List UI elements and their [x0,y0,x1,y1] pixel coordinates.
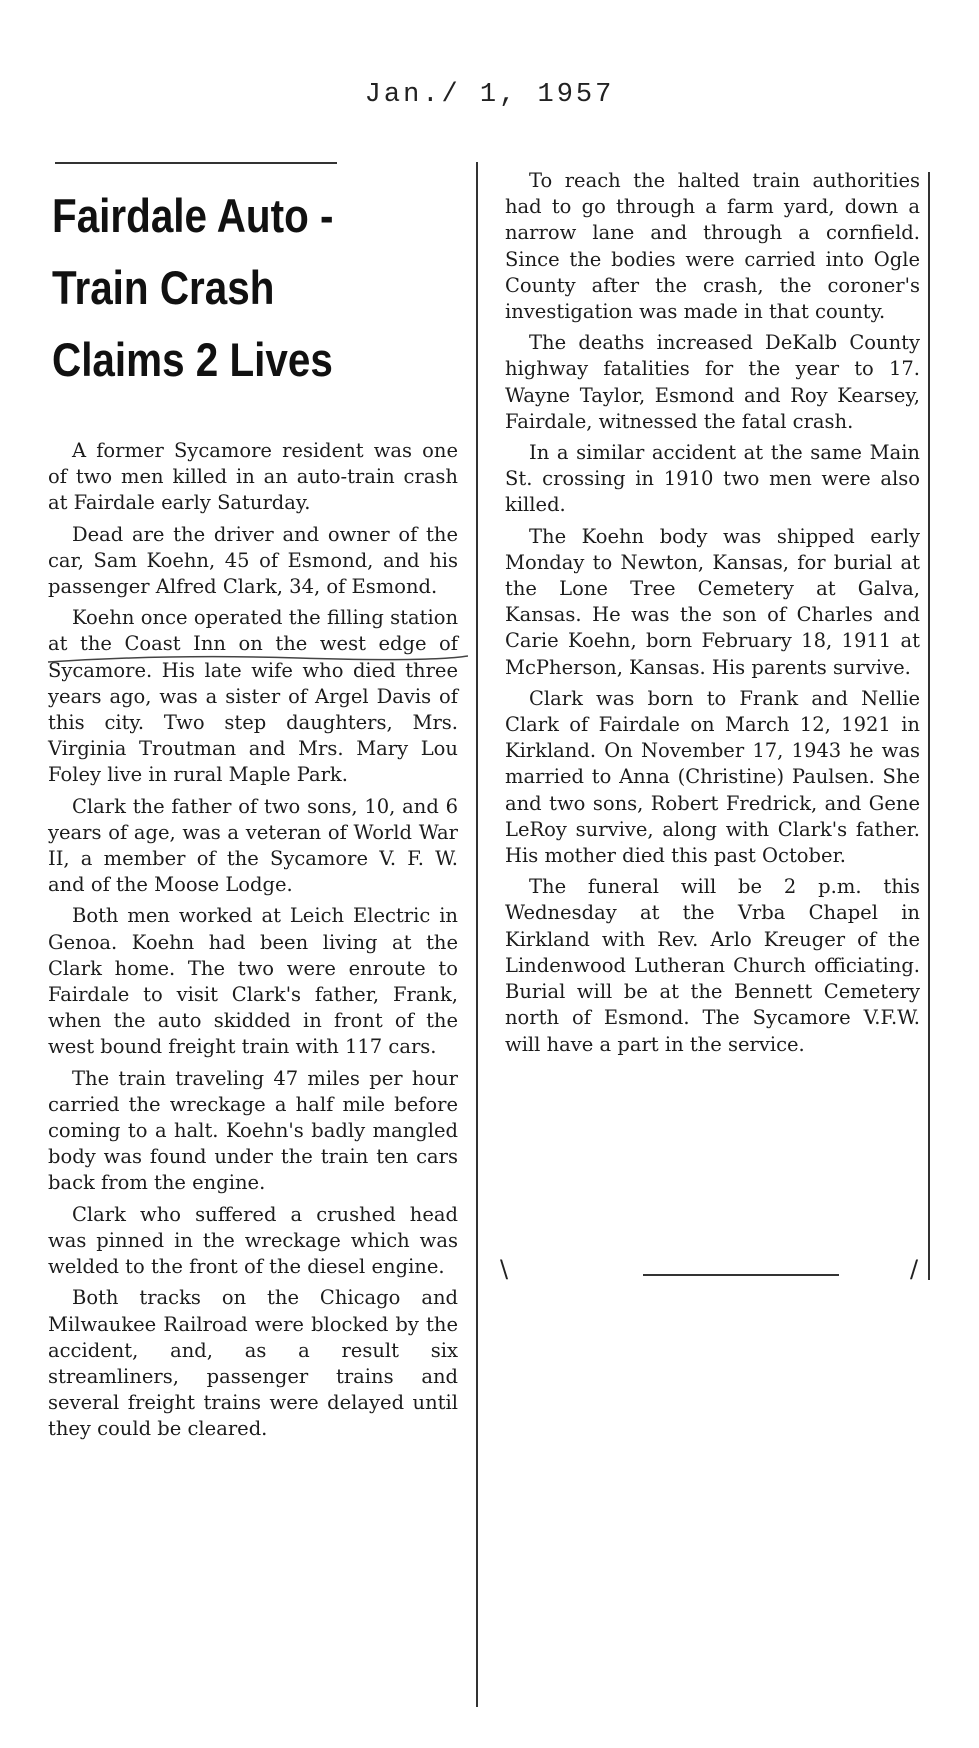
article-column-1 [48,438,458,1448]
headline-line-3: Claims 2 Lives [52,333,333,386]
end-mark-right: / [910,1255,919,1283]
paragraph: The deaths increased DeKalb County highway fatalities for the year to 17. Wayne Taylor, Esmond and Roy Kearsey, Fairdale, witnessed the fatal crash. [505,331,920,433]
column-divider-left [476,162,478,1707]
paragraph: The Koehn body was shipped early Monday to Newton, Kansas, for burial at the Lone Tree Cemetery at Galva, Kansas. He was the son of Charles and Carie Koehn, born February 18, 1911 at McPherson, Kansas. His parents survive. [505,524,920,679]
paragraph: The train traveling 47 miles per hour carried the wreckage a half mile before coming to a halt. Koehn's badly mangled body was found under the train ten cars back from the engine. [48,1066,458,1195]
headline [52,180,413,396]
end-mark-left: \ [500,1255,509,1283]
column-border-right [928,172,930,1280]
headline-line-2: Train Crash [52,261,275,314]
top-rule [55,162,337,164]
paragraph: Koehn once operated the filling station at the Coast Inn on the west edge of Sycamore. His late wife who died three years ago, was a sister of Argel Davis of this city. Two step daughters, Mrs. Virginia Troutman and Mrs. Mary Lou Foley live in rural Maple Park. [48,606,458,787]
article-column-2 [505,168,920,1063]
paragraph: The funeral will be 2 p.m. this Wednesday at the Vrba Chapel in Kirkland with Rev. Arlo Kreuger of the Lindenwood Lutheran Church officiating. Burial will be at the Bennett Cemetery north of Esmond. The Sycamore V.F.W. will have a part in the service. [505,875,920,1056]
paragraph: Clark the father of two sons, 10, and 6 years of age, was a veteran of World War II, a member of the Sycamore V. F. W. and of the Moose Lodge. [48,794,458,897]
paragraph: A former Sycamore resident was one of two men killed in an auto-train crash at Fairdale early Saturday. [48,439,458,515]
handwritten-underline [48,652,468,666]
paragraph: Dead are the driver and owner of the car, Sam Koehn, 45 of Esmond, and his passenger Alfred Clark, 34, of Esmond. [48,522,458,599]
paragraph: In a similar accident at the same Main St. crossing in 1910 two men were also killed. [505,441,920,517]
end-rule [643,1274,839,1276]
paragraph: To reach the halted train authorities had to go through a farm yard, down a narrow lane and through a cornfield. Since the bodies were carried into Ogle County after the crash, the coroner's investigation was made in that county. [505,169,920,324]
paragraph: Clark who suffered a crushed head was pinned in the wreckage which was welded to the front of the diesel engine. [48,1202,458,1279]
paragraph: Both men worked at Leich Electric in Genoa. Koehn had been living at the Clark home. The two were enroute to Fairdale to visit Clark's father, Frank, when the auto skidded in front of the west bound freight train with 117 cars. [48,904,458,1059]
paragraph: Clark was born to Frank and Nellie Clark of Fairdale on March 12, 1921 in Kirkland. On November 17, 1943 he was married to Anna (Christine) Paulsen. She and two sons, Robert Fredrick, and Gene LeRoy survive, along with Clark's father. His mother died this past October. [505,686,920,868]
headline-line-1: Fairdale Auto - [52,189,334,242]
clipping-date: Jan./ 1, 1957 [364,80,615,110]
paragraph: Both tracks on the Chicago and Milwaukee Railroad were blocked by the accident, and, as a result six streamliners, passenger trains and several freight trains were delayed until they could be cleared. [48,1286,458,1441]
